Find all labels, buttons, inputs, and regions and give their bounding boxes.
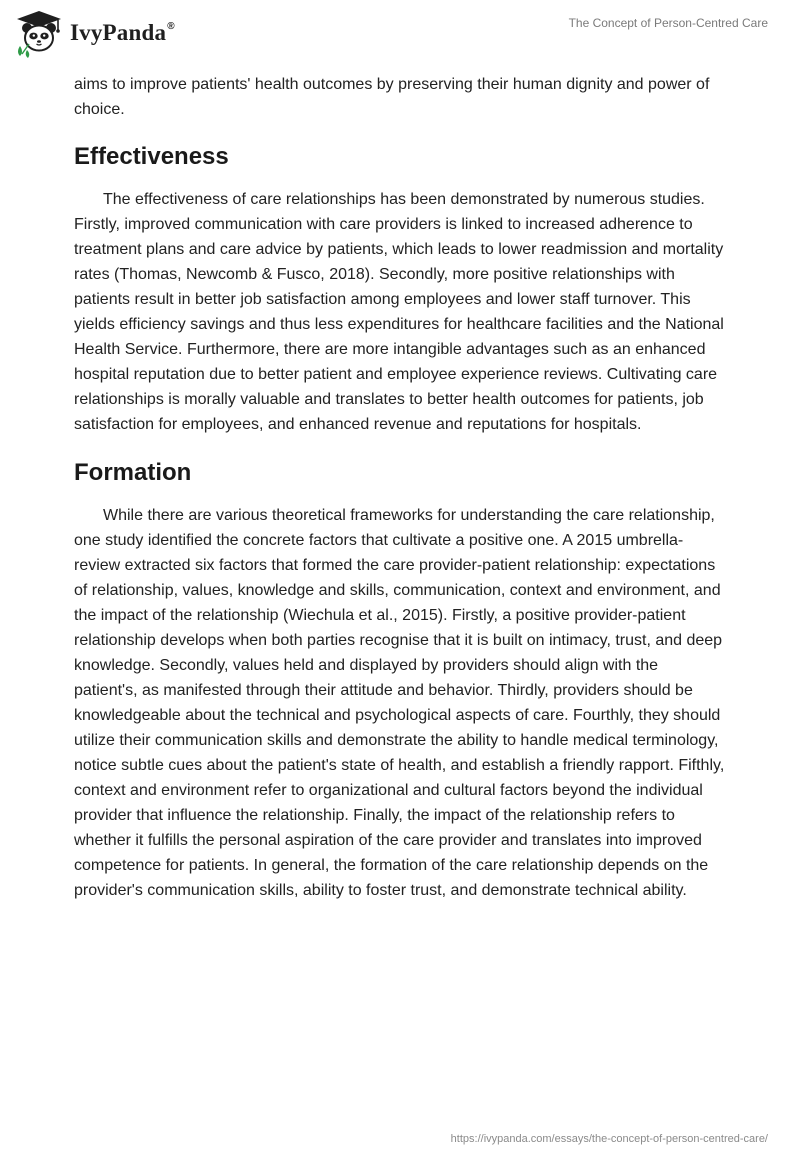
registered-mark: ®: [167, 21, 175, 32]
ivypanda-logo[interactable]: [14, 8, 175, 58]
essay-content: [74, 72, 726, 903]
source-url-link[interactable]: https://ivypanda.com/essays/the-concept-of-person-centred-care/: [450, 1133, 768, 1145]
section-paragraph-formation: While there are various theoretical frameworks for understanding the care relationship, one study identified the concrete factors that cultivate a positive one. A 2015 umbrella-review extracted six factors that formed the care provider-patient relationship: expectations of relationship, values, knowledge and skills, communication, context and environment, and the impact of the relationship (Wiechula et al., 2015). Firstly, a positive provider-patient relationship develops when both parties recognise that it is built on intimacy, trust, and deep knowledge. Secondly, values held and displayed by providers should align with the patient's, as manifested through their attitude and behavior. Thirdly, providers should be knowledgeable about the technical and psychological aspects of care. Fourthly, they should utilize their communication skills and demonstrate the ability to handle medical terminology, notice subtle cues about the patient's state of health, and establish a friendly rapport. Fifthly, context and environment refer to organizational and cultural factors beyond the individual provider that influence the relationship. Finally, the impact of the relationship refers to whether it fulfills the personal aspiration of the care provider and translates into improved competence for patients. In general, the formation of the care relationship depends on the provider's communication skills, ability to foster trust, and demonstrate technical ability.: [74, 507, 725, 899]
brand-name: [70, 20, 175, 46]
section-heading-effectiveness: Effectiveness: [74, 143, 229, 170]
page-header: [0, 0, 800, 70]
intro-paragraph-tail: aims to improve patients' health outcomes by preserving their human dignity and power of choice.: [74, 76, 710, 118]
brand-name-text: IvyPanda: [70, 20, 167, 45]
document-title: The Concept of Person-Centred Care: [568, 16, 768, 30]
panda-graduate-icon: [14, 8, 64, 58]
section-heading-formation: Formation: [74, 459, 192, 486]
section-paragraph-effectiveness: The effectiveness of care relationships has been demonstrated by numerous studies. Firstly, improved communication with care providers is linked to increased adherence to treatment plans and care advice by patients, which leads to lower readmission and mortality rates (Thomas, Newcomb & Fusco, 2018). Secondly, more positive relationships with patients result in better job satisfaction among employees and lower staff turnover. This yields efficiency savings and thus less expenditures for healthcare facilities and the National Health Service. Furthermore, there are more intangible advantages such as an enhanced hospital reputation due to better patient and employee experience reviews. Cultivating care relationships is morally valuable and translates to better health outcomes for patients, job satisfaction for employees, and enhanced revenue and reputations for hospitals.: [74, 191, 724, 433]
